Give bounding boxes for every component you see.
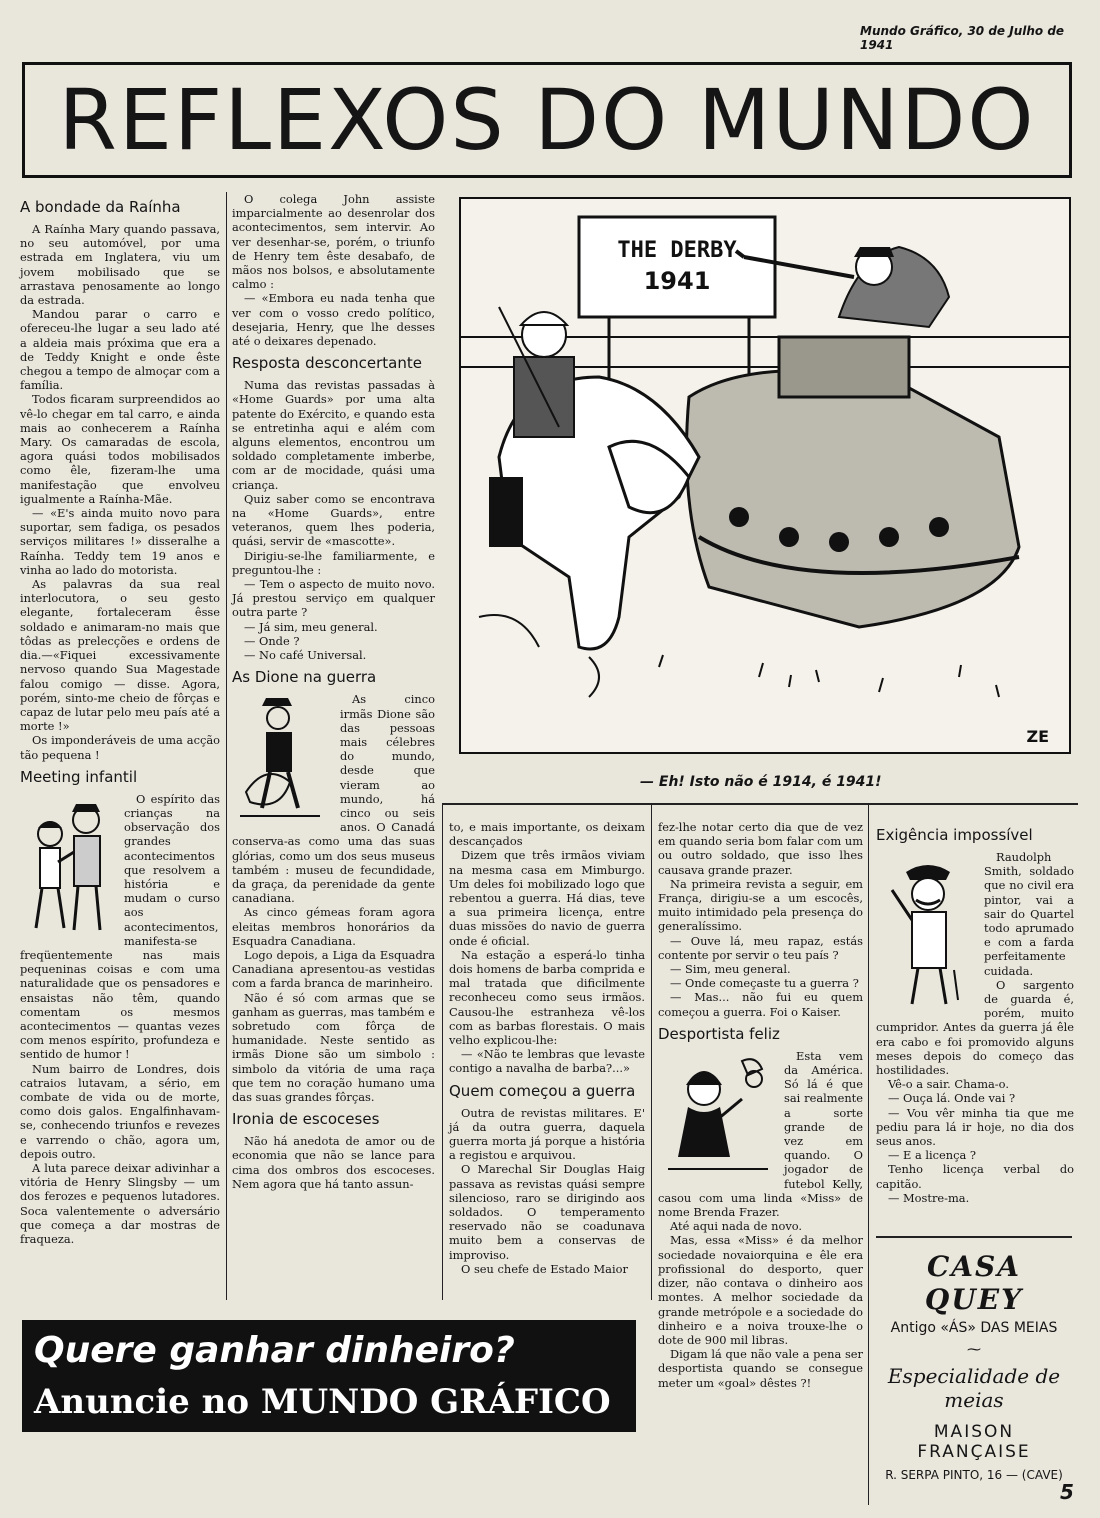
- paragraph: As cinco gémeas foram agora eleitas membros honorários da Esquadra Canadiana.: [232, 905, 435, 948]
- paragraph: O seu chefe de Estado Maior: [461, 1261, 628, 1276]
- section-rule: [442, 803, 1078, 805]
- paragraph: Todos ficaram surpreendidos ao vê-lo chegar em tal carro, e ainda mais ao conhecerem a Raínha Mary. Os camaradas de escola, agora quási todos mobilisados como êle, fizeram-lhe uma manifestação que envolveu igualmente a Raínha-Mãe.: [20, 392, 220, 506]
- paragraph: Logo depois, a Liga da Esquadra Canadiana apresentou-as vestidas com a farda branca de marinheiro.: [232, 947, 435, 991]
- headline-exigencia: Exigência impossível: [876, 826, 1033, 844]
- paragraph: Numa das revistas passadas à «Home Guards» por uma alta patente do Exército, e quando esta se entretinha aqui e além com alguns elementos, encontrou um soldado completamente imberbe, com ar de mocidade, quási uma criança.: [232, 378, 435, 492]
- artist-signature: ZE: [1026, 727, 1049, 746]
- cartoon-caption: — Eh! Isto não é 1914, é 1941!: [640, 774, 882, 790]
- paragraph: Esta vem da América. Só lá é que sai realmente a sorte grande de vez em quando. O jogador de futebol Kelly, casou com uma linda «Miss» de nome Brenda Frazer.: [658, 1048, 863, 1220]
- headline-desportista: Desportista feliz: [658, 1024, 780, 1043]
- column-rule: [868, 805, 869, 1505]
- paragraph: As palavras da sua real interlocutora, o seu gesto elegante, fortaleceram êsse soldado e animaram-no mais que tôdas as prelecções e ordens de dia.—«Fiquei excessivamente nervoso quando Sua Magestade falou comigo — disse. Agora, porém, sinto-me cheio de fôrças e capaz de lutar pelo meu país até a morte !»: [20, 577, 220, 734]
- paragraph: O colega John assiste imparcialmente ao desenrolar dos acontecimentos, sem intervir. Ao ver desenhar-se, porém, o triunfo de Henry tem êste desabafo, de mãos nos bolsos, e absolutamente calmo :: [232, 192, 435, 292]
- paragraph: — «Embora eu nada tenha que ver com o vosso credo político, desejaria, Henry, que lhe desses até o deixares depenado.: [232, 291, 435, 349]
- paragraph: — Onde começaste tu a guerra ?: [670, 976, 859, 991]
- date-line: Mundo Gráfico, 30 de Julho de 1941: [860, 24, 1065, 52]
- column-5: [876, 820, 1074, 1205]
- paragraph: — Sim, meu general.: [670, 962, 791, 977]
- paragraph: A luta parece deixar adivinhar a vitória de Henry Slingsby — um dos ferozes e pequenos lutadores. Soca valentemente o adversário que começa a dar mostras de fraqueza.: [20, 1161, 220, 1247]
- page-title: REFLEXOS DO MUNDO: [58, 71, 1036, 169]
- paragraph: Mas, essa «Miss» é da melhor sociedade novaiorquina e êle era profissional do desporto, quer dizer, não contava o dinheiro aos montes. A melhor sociedade da grande metrópole e a sociedade do dinheiro e a noiva trouxe-lhe o dote de 900 mil libras.: [658, 1233, 863, 1347]
- column-rule: [651, 805, 652, 1300]
- column-2: [232, 192, 435, 1191]
- ad-headline: Quere ganhar dinheiro?: [34, 1330, 515, 1371]
- paragraph: Vê-o a sair. Chama-o.: [888, 1077, 1009, 1092]
- ad-tagline: Anuncie no MUNDO GRÁFICO: [34, 1382, 611, 1422]
- paragraph: Na estação a esperá-lo tinha dois homens de barba comprida e mal tratada que dificilmente reconheceu como seus irmãos. Causou-lhe estranheza vê-los com as barbas florestais. O mais velho explicou-lhe:: [449, 947, 645, 1048]
- paragraph: to, e mais importante, os deixam descançados: [449, 820, 645, 849]
- casa-quey-ad: [874, 1250, 1074, 1482]
- headline-resposta: Resposta desconcertante: [232, 354, 422, 373]
- paragraph: — Vou vêr minha tia que me pediu para lá ir hoje, no dia dos seus anos.: [876, 1105, 1074, 1149]
- page-number: 5: [1060, 1480, 1074, 1504]
- sign-text-derby: THE DERBY: [617, 238, 737, 263]
- column-4: [658, 820, 863, 1390]
- headline-dione: As Dione na guerra: [232, 668, 377, 687]
- headline-bondade: A bondade da Raínha: [20, 198, 181, 216]
- paragraph: Na primeira revista a seguir, em França, dirigiu-se a um escocês, muito intimidado pela presença do generalíssimo.: [658, 876, 863, 934]
- paragraph: Até aqui nada de novo.: [670, 1219, 803, 1234]
- paragraph: — Ouve lá, meu rapaz, estás contente por servir o teu país ?: [658, 933, 863, 962]
- paragraph: — Onde ?: [244, 633, 300, 648]
- paragraph: — No café Universal.: [244, 648, 367, 663]
- paragraph: — Mas... não fui eu quem começou a guerra. Foi o Kaiser.: [658, 990, 863, 1019]
- paragraph: — «Não te lembras que levaste contigo a navalha de barba?...»: [449, 1047, 645, 1076]
- paragraph: O espírito das crianças na observação dos grandes acontecimentos que resolvem a história e mudam o curso aos acontecimentos, manifesta-se freqüentemente nas mais pequeninas coisas e com uma naturalidade que os pensadores e ensaistas não têm, quando comentam os mesmos acontecimentos — quantas vezes com menos espírito, profundeza e sentido de humor !: [20, 791, 220, 1062]
- paragraph: As cinco irmãs Dione são das pessoas mais célebres do mundo, desde que vieram ao mundo, há cinco ou seis anos. O Canadá conserva-as como uma das suas glórias, como um dos seus museus também : museu de fecundidade, da graça, da perenidade da gente canadiana.: [232, 692, 435, 906]
- paragraph: Quiz saber como se encontrava na «Home Guards», entre veteranos, quem lhes poderia, quási, servir de «mascotte».: [232, 491, 435, 549]
- paragraph: Não há anedota de amor ou de economia que não se lance para cima dos ombros dos escoceses. Nem agora que há tanto assun-: [232, 1134, 435, 1191]
- ad-subtitle: Antigo «ÁS» DAS MEIAS: [890, 1320, 1058, 1336]
- paragraph: Tenho licença verbal do capitão.: [876, 1162, 1074, 1191]
- paragraph: — Ouça lá. Onde vai ?: [888, 1091, 1016, 1106]
- paragraph: Dirigiu-se-lhe familiarmente, e preguntou-lhe :: [232, 548, 435, 577]
- sailor-illustration: [232, 692, 332, 824]
- ad-maison: MAISON FRANÇAISE: [917, 1422, 1031, 1462]
- lady-illustration: [658, 1049, 776, 1179]
- paragraph: O sargento de guarda é, porém, muito cumpridor. Antes da guerra já êle era cabo e foi promovido alguns meses depois do começo das hostilidades.: [876, 977, 1074, 1078]
- paragraph: Outra de revistas militares. E' já da outra guerra, daquela guerra morta já porque a história a registou e arquivou.: [449, 1105, 645, 1163]
- ad-brand-name: CASA QUEY: [924, 1250, 1024, 1316]
- sign-text-year: 1941: [643, 267, 711, 295]
- paragraph: Os imponderáveis de uma acção tão pequena !: [20, 733, 220, 762]
- paragraph: — Tem o aspecto de muito novo. Já prestou serviço em qualquer outra parte ?: [232, 577, 435, 620]
- ad-specialty: Especialidade de meias: [887, 1364, 1061, 1412]
- ad-rule: [876, 1236, 1072, 1238]
- column-3: [449, 820, 645, 1276]
- paragraph: Raudolph Smith, soldado que no civil era pintor, vai a sair do Quartel todo aprumado e com a farda perfeitamente cuidada.: [984, 850, 1074, 978]
- paragraph: — «E's ainda muito novo para suportar, sem fadiga, os pesados serviços militares !» disseralhe a Raínha. Teddy tem 19 anos e vinha ao lado do motorista.: [20, 506, 220, 577]
- paragraph: Dizem que três irmãos viviam na mesma casa em Mimburgo. Um deles foi mobilizado logo que rebentou a guerra. Há dias, teve a sua primeira licença, entre duas missões do navio de guerra onde é oficial.: [449, 848, 645, 948]
- paragraph: Não é só com armas que se ganham as guerras, mas também e sobretudo com fôrça de humanidade. Neste sentido as irmãs Dione são um simbolo : simbolo da vitória de uma raça que tem no coração humano uma das suas grandes fôrças.: [232, 990, 435, 1104]
- paragraph: — Já sim, meu general.: [244, 619, 378, 634]
- column-rule: [442, 805, 443, 1300]
- derby-cartoon: [459, 197, 1071, 754]
- headline-ironia: Ironia de escoceses: [232, 1110, 380, 1129]
- paragraph: — E a licença ?: [888, 1148, 976, 1163]
- paragraph: — Mostre-ma.: [888, 1190, 970, 1205]
- column-1: [20, 192, 220, 1246]
- boys-illustration: [20, 792, 116, 942]
- ad-ornament: ⁓: [967, 1342, 981, 1358]
- paragraph: O Marechal Sir Douglas Haig passava as revistas quási sempre silencioso, raro se dirigindo aos soldados. O temperamento reservado não se coadunava muito bem a conservas de improviso.: [449, 1162, 645, 1262]
- headline-meeting: Meeting infantil: [20, 767, 138, 786]
- paragraph: A Raínha Mary quando passava, no seu automóvel, por uma estrada em Inglatera, viu um jovem mobilisado que se arrastava penosamente ao longo da estrada.: [20, 222, 220, 308]
- column-rule: [226, 192, 227, 1300]
- paragraph: Num bairro de Londres, dois catraios lutavam, a sério, em combate de vida ou de morte, como dois galos. Engalfinhavam-se, conhecendo triunfos e revezes e varrendo o chão, agora um, depois outro.: [20, 1061, 220, 1161]
- headline-quem-comecou: Quem começou a guerra: [449, 1081, 636, 1100]
- paragraph: Digam lá que não vale a pena ser desportista quando se consegue meter um «goal» dêstes ?!: [658, 1347, 863, 1390]
- ad-address: R. SERPA PINTO, 16 — (CAVE): [885, 1468, 1063, 1482]
- soldier-illustration: [876, 850, 976, 1010]
- paragraph: Mandou parar o carro e ofereceu-lhe lugar a seu lado até a aldeia mais próxima que era a de Teddy Knight e onde êste chegou a tempo de almoçar com a família.: [20, 307, 220, 393]
- paragraph: fez-lhe notar certo dia que de vez em quando seria bom falar com um ou outro soldado, que isso lhes causava grande prazer.: [658, 820, 863, 877]
